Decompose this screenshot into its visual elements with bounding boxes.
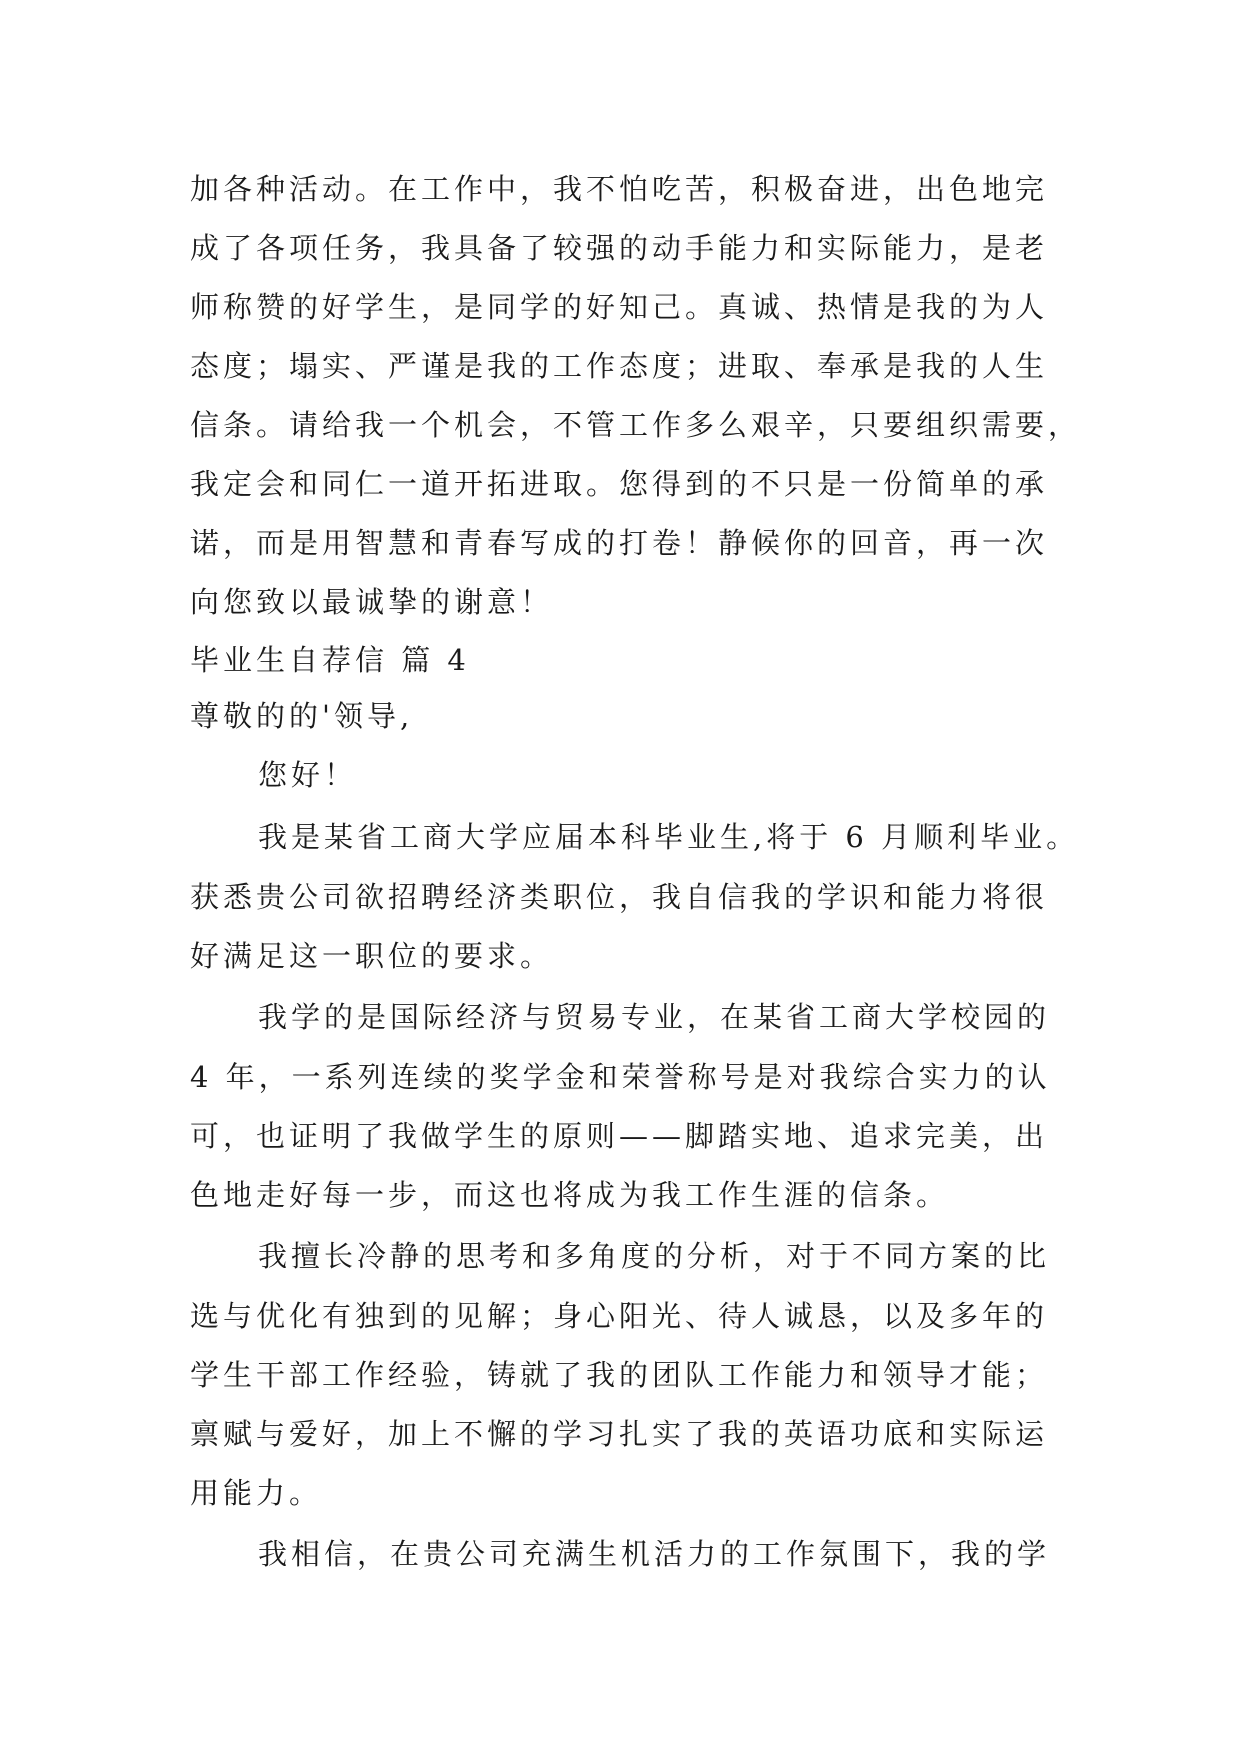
text-line: 信条。请给我一个机会，不管工作多么艰辛，只要组织需要，	[190, 408, 1082, 442]
paragraph-2-line: 4 年，一系列连续的奖学金和荣誉称号是对我综合实力的认	[190, 1060, 1051, 1094]
text-line: 加各种活动。在工作中，我不怕吃苦，积极奋进，出色地完	[190, 172, 1049, 206]
paragraph-2-line: 色地走好每一步，而这也将成为我工作生涯的信条。	[190, 1178, 950, 1212]
text-line: 诺，而是用智慧和青春写成的打卷！静候你的回音，再一次	[190, 526, 1049, 560]
paragraph-1-line: 好满足这一职位的要求。	[190, 939, 554, 973]
paragraph-2-line: 我学的是国际经济与贸易专业，在某省工商大学校园的	[258, 1000, 1051, 1034]
paragraph-3-line: 选与优化有独到的见解；身心阳光、待人诚恳，以及多年的	[190, 1299, 1049, 1333]
text-line: 态度；塌实、严谨是我的工作态度；进取、奉承是我的人生	[190, 349, 1049, 383]
text-line: 向您致以最诚挚的谢意！	[190, 585, 554, 619]
text-line: 我定会和同仁一道开拓进取。您得到的不只是一份简单的承	[190, 467, 1049, 501]
paragraph-3-line: 用能力。	[190, 1476, 323, 1510]
paragraph-3-line: 我擅长冷静的思考和多角度的分析，对于不同方案的比	[258, 1239, 1051, 1273]
letter-body	[190, 160, 1082, 1585]
section-title: 毕业生自荐信 篇 4	[190, 643, 470, 677]
paragraph-2-line: 可，也证明了我做学生的原则——脚踏实地、追求完美，出	[190, 1119, 1049, 1153]
paragraph-1-line: 我是某省工商大学应届本科毕业生,将于 6 月顺利毕业。	[258, 820, 1080, 854]
salutation: 尊敬的的'领导,	[190, 699, 414, 733]
greeting: 您好！	[258, 758, 358, 792]
text-line: 师称赞的好学生，是同学的好知己。真诚、热情是我的为人	[190, 290, 1049, 324]
paragraph-4-line: 我相信，在贵公司充满生机活力的工作氛围下，我的学	[258, 1537, 1051, 1571]
paragraph-3-line: 禀赋与爱好，加上不懈的学习扎实了我的英语功底和实际运	[190, 1417, 1049, 1451]
text-line: 成了各项任务，我具备了较强的动手能力和实际能力，是老	[190, 231, 1049, 265]
paragraph-3-line: 学生干部工作经验，铸就了我的团队工作能力和领导才能；	[190, 1358, 1049, 1392]
paragraph-1-line: 获悉贵公司欲招聘经济类职位，我自信我的学识和能力将很	[190, 880, 1049, 914]
